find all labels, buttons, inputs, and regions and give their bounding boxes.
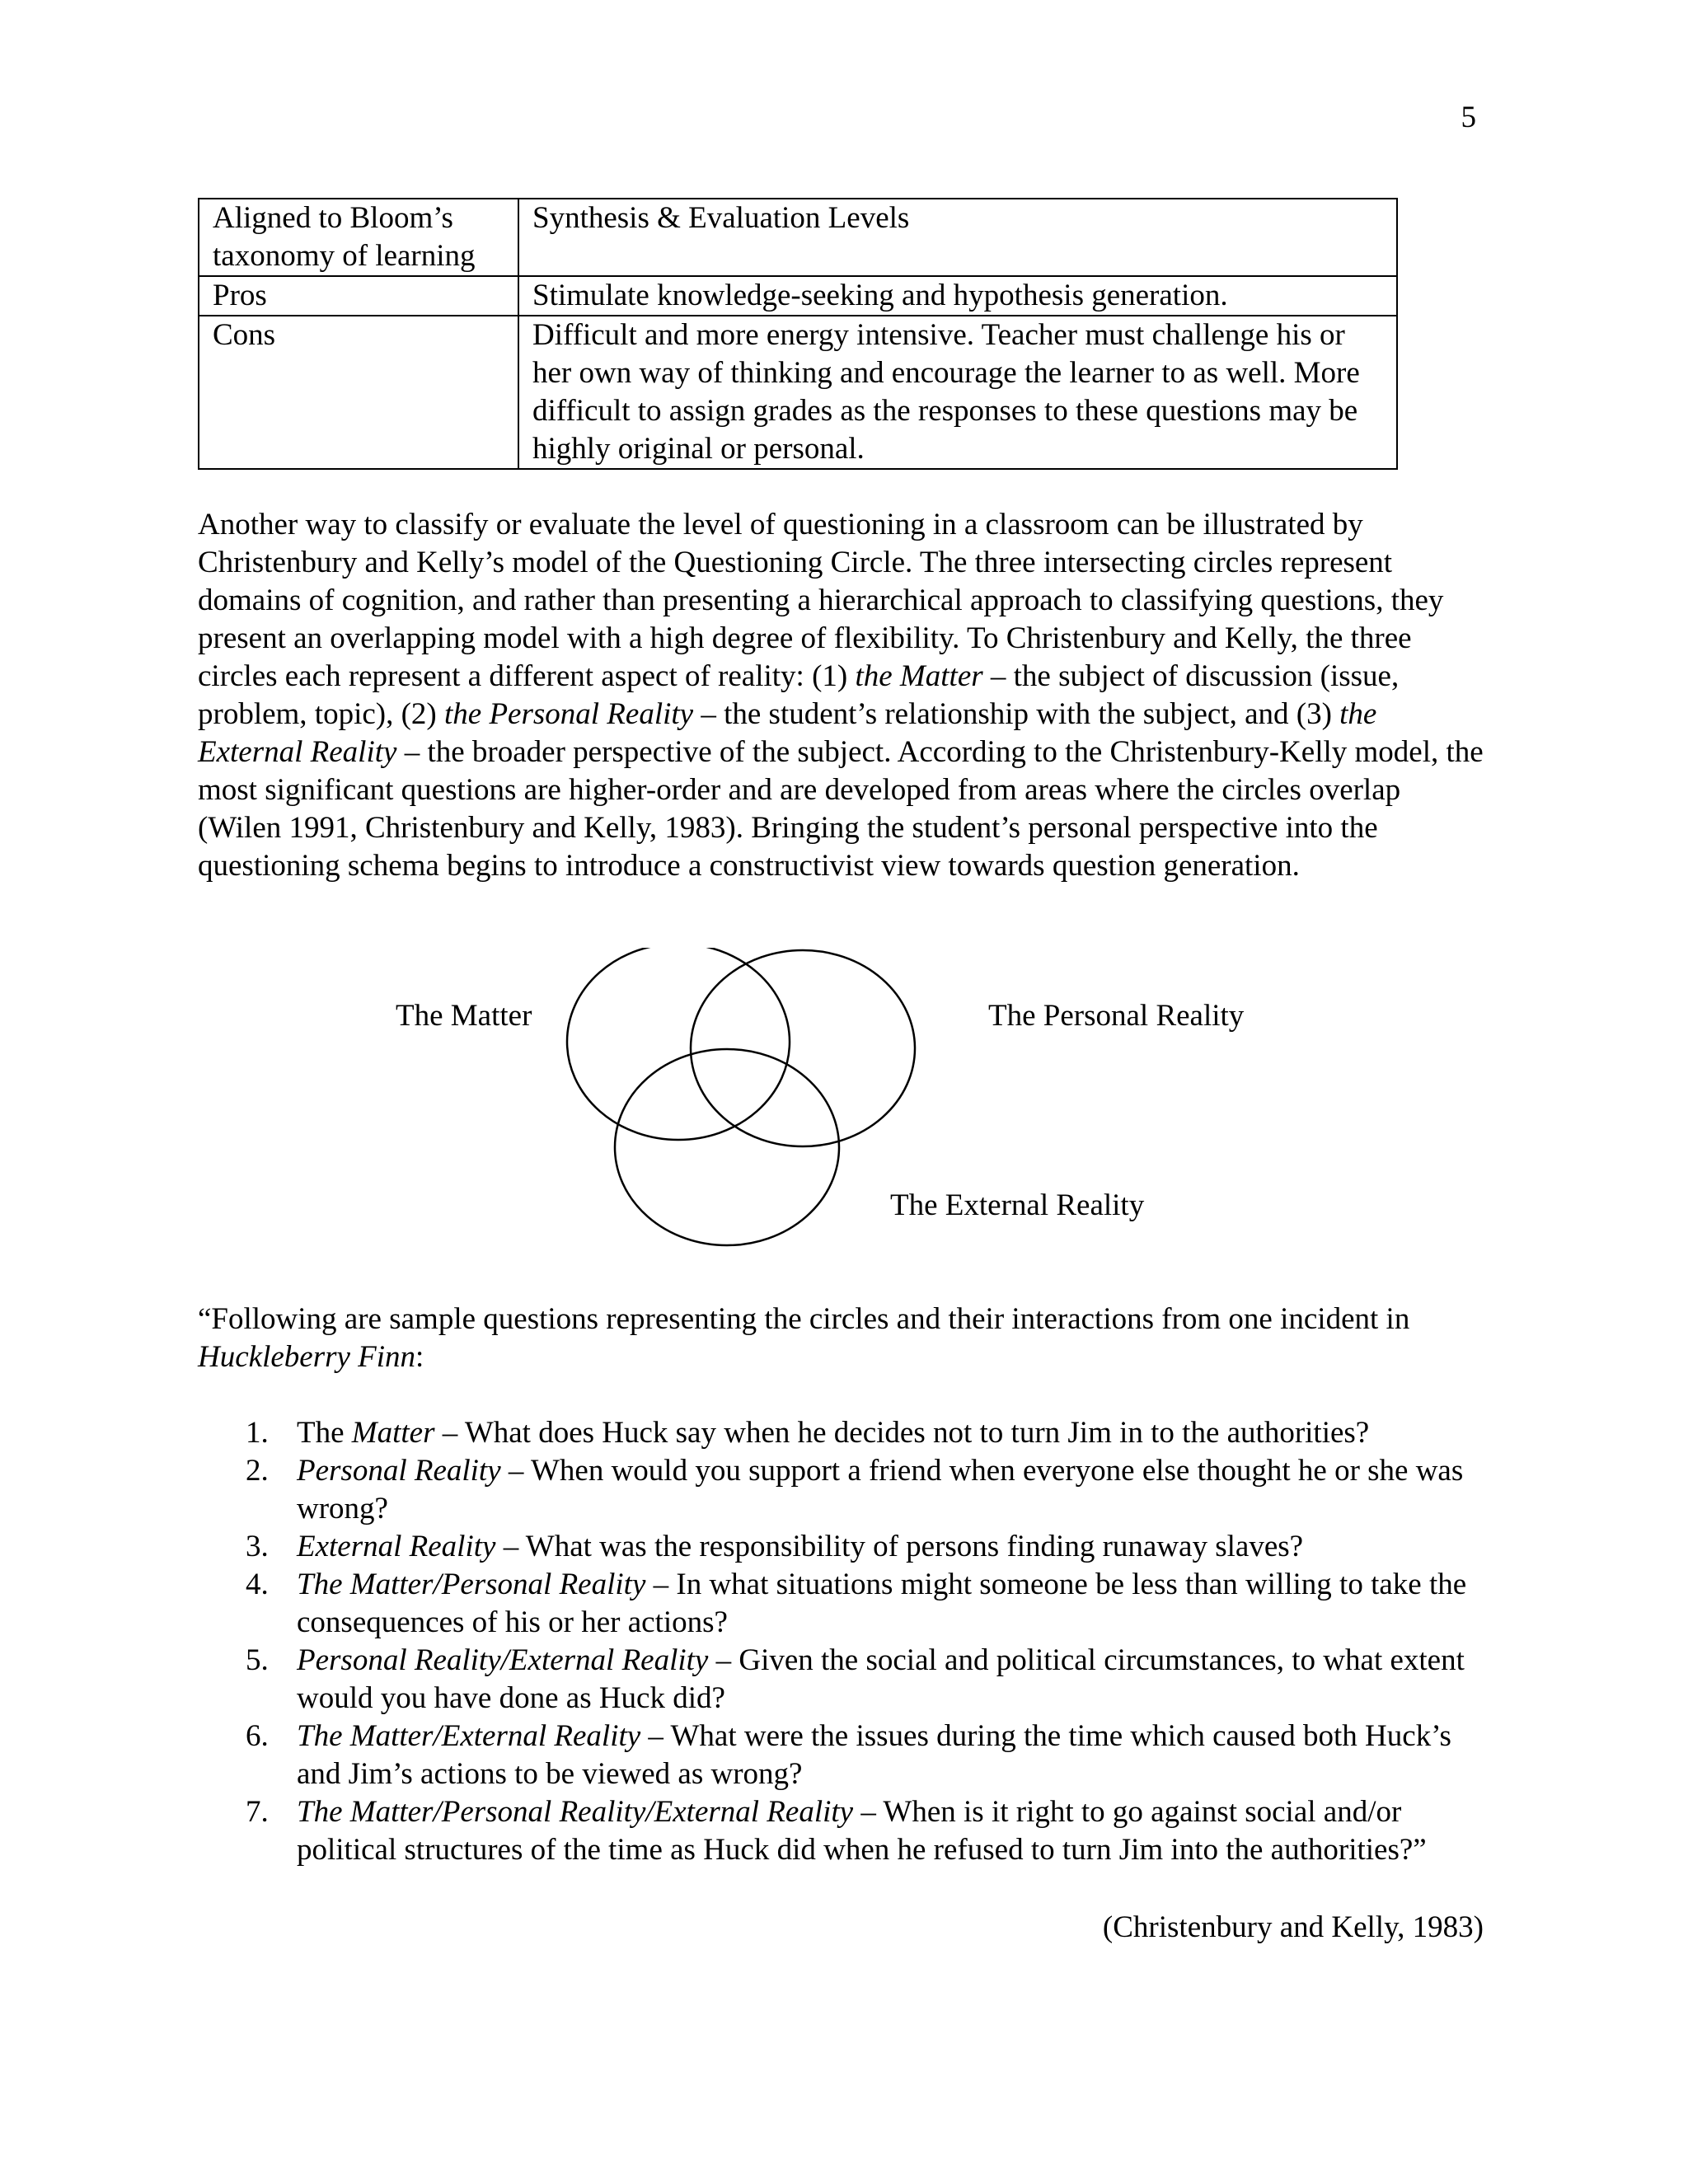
question-number: 6.: [246, 1719, 269, 1753]
question-text: – When is it right to go against social and/or political structures of the time as Huck did when he refused to turn Jim into the authorities?”: [297, 1795, 1427, 1867]
list-item: [198, 1718, 1484, 1793]
question-text: – What were the issues during the time which caused both Huck’s and Jim’s actions to be viewed as wrong?: [297, 1719, 1451, 1791]
intro-text: Another way to classify or evaluate the level of questioning in a classroom can be illustrated by Christenbury and Kelly’s model of the Questioning Circle. The three intersecting circles represent domains of cognition, and rather than presenting a hierarchical approach to classifying questions, they present an overlapping model with a high degree of flexibility. To Christenbury and Kelly, the three circles each represent a different aspect of reality: (1): [198, 508, 1444, 693]
question-term: Matter: [351, 1416, 435, 1450]
question-text: – What does Huck say when he decides not to turn Jim in to the authorities?: [434, 1416, 1370, 1450]
intro-text: – the subject of discussion (issue, problem, topic), (2): [198, 659, 1400, 731]
question-number: 5.: [246, 1643, 269, 1677]
question-text: – What was the responsibility of persons finding runaway slaves?: [495, 1530, 1304, 1563]
question-number: 1.: [246, 1416, 269, 1450]
list-item: [198, 1793, 1484, 1869]
lead-end: :: [415, 1340, 424, 1374]
question-term: External Reality: [297, 1530, 496, 1563]
citation: (Christenbury and Kelly, 1983): [1102, 1910, 1484, 1944]
intro-paragraph: [198, 506, 1484, 885]
question-number: 2.: [246, 1454, 269, 1488]
list-item: [198, 1642, 1484, 1718]
intro-term-matter: the Matter: [855, 659, 983, 693]
table-row-label: Pros: [199, 276, 518, 316]
question-number: 7.: [246, 1795, 269, 1829]
question-number: 4.: [246, 1568, 269, 1601]
matter-circle: [567, 948, 790, 1140]
list-item: [198, 1414, 1484, 1452]
question-term: Personal Reality: [297, 1454, 501, 1488]
lead-text: “Following are sample questions representing the circles and their interactions from one incident in: [198, 1302, 1410, 1336]
table-row: [199, 316, 1397, 469]
matter-label: The Matter: [396, 999, 532, 1033]
external-reality-label: The External Reality: [890, 1188, 1145, 1222]
question-type-table: [198, 198, 1398, 470]
table-row-label: Cons: [199, 316, 518, 469]
questions-lead-paragraph: [198, 1301, 1484, 1376]
question-lead: The: [297, 1416, 352, 1450]
intro-term-personal-reality: the Personal Reality: [444, 697, 694, 731]
list-item: [198, 1566, 1484, 1642]
book-title: Huckleberry Finn: [198, 1340, 416, 1374]
question-text: – Given the social and political circumstances, to what extent would you have done as Huck did?: [297, 1643, 1465, 1715]
page-number: 5: [1461, 101, 1476, 134]
table-row-value: Stimulate knowledge-seeking and hypothesis generation.: [518, 276, 1397, 316]
question-term: Personal Reality/External Reality: [297, 1643, 709, 1677]
table-row-value: Synthesis & Evaluation Levels: [518, 199, 1397, 276]
intro-term-external-reality: the External Reality: [198, 697, 1377, 769]
sample-questions-list: [198, 1414, 1484, 1869]
question-number: 3.: [246, 1530, 269, 1563]
table-row: [199, 276, 1397, 316]
table-row: [199, 199, 1397, 276]
intro-text: – the broader perspective of the subject. According to the Christenbury-Kelly model, the most significant questions are higher-order and are developed from areas where the circles overlap (Wilen 1991, Christenbury and Kelly, 1983). Bringing the student’s personal perspective into the questioning schema begins to introduce a constructivist view towards question generation.: [198, 735, 1484, 883]
question-text: – In what situations might someone be less than willing to take the consequences of his or her actions?: [297, 1568, 1467, 1639]
table-row-value: Difficult and more energy intensive. Teacher must challenge his or her own way of thinking and encourage the learner to as well. More difficult to assign grades as the responses to these questions may be highly original or personal.: [518, 316, 1397, 469]
table-row-label: Aligned to Bloom’s taxonomy of learning: [199, 199, 518, 276]
list-item: [198, 1452, 1484, 1528]
questioning-circle-diagram: [0, 948, 1688, 1261]
personal-reality-label: The Personal Reality: [988, 999, 1245, 1033]
question-term: The Matter/External Reality: [297, 1719, 641, 1753]
list-item: [198, 1528, 1484, 1566]
intro-text: – the student’s relationship with the subject, and (3): [693, 697, 1340, 731]
question-term: The Matter/Personal Reality/External Reality: [297, 1795, 854, 1829]
question-term: The Matter/Personal Reality: [297, 1568, 646, 1601]
question-text: – When would you support a friend when everyone else thought he or she was wrong?: [297, 1454, 1464, 1526]
